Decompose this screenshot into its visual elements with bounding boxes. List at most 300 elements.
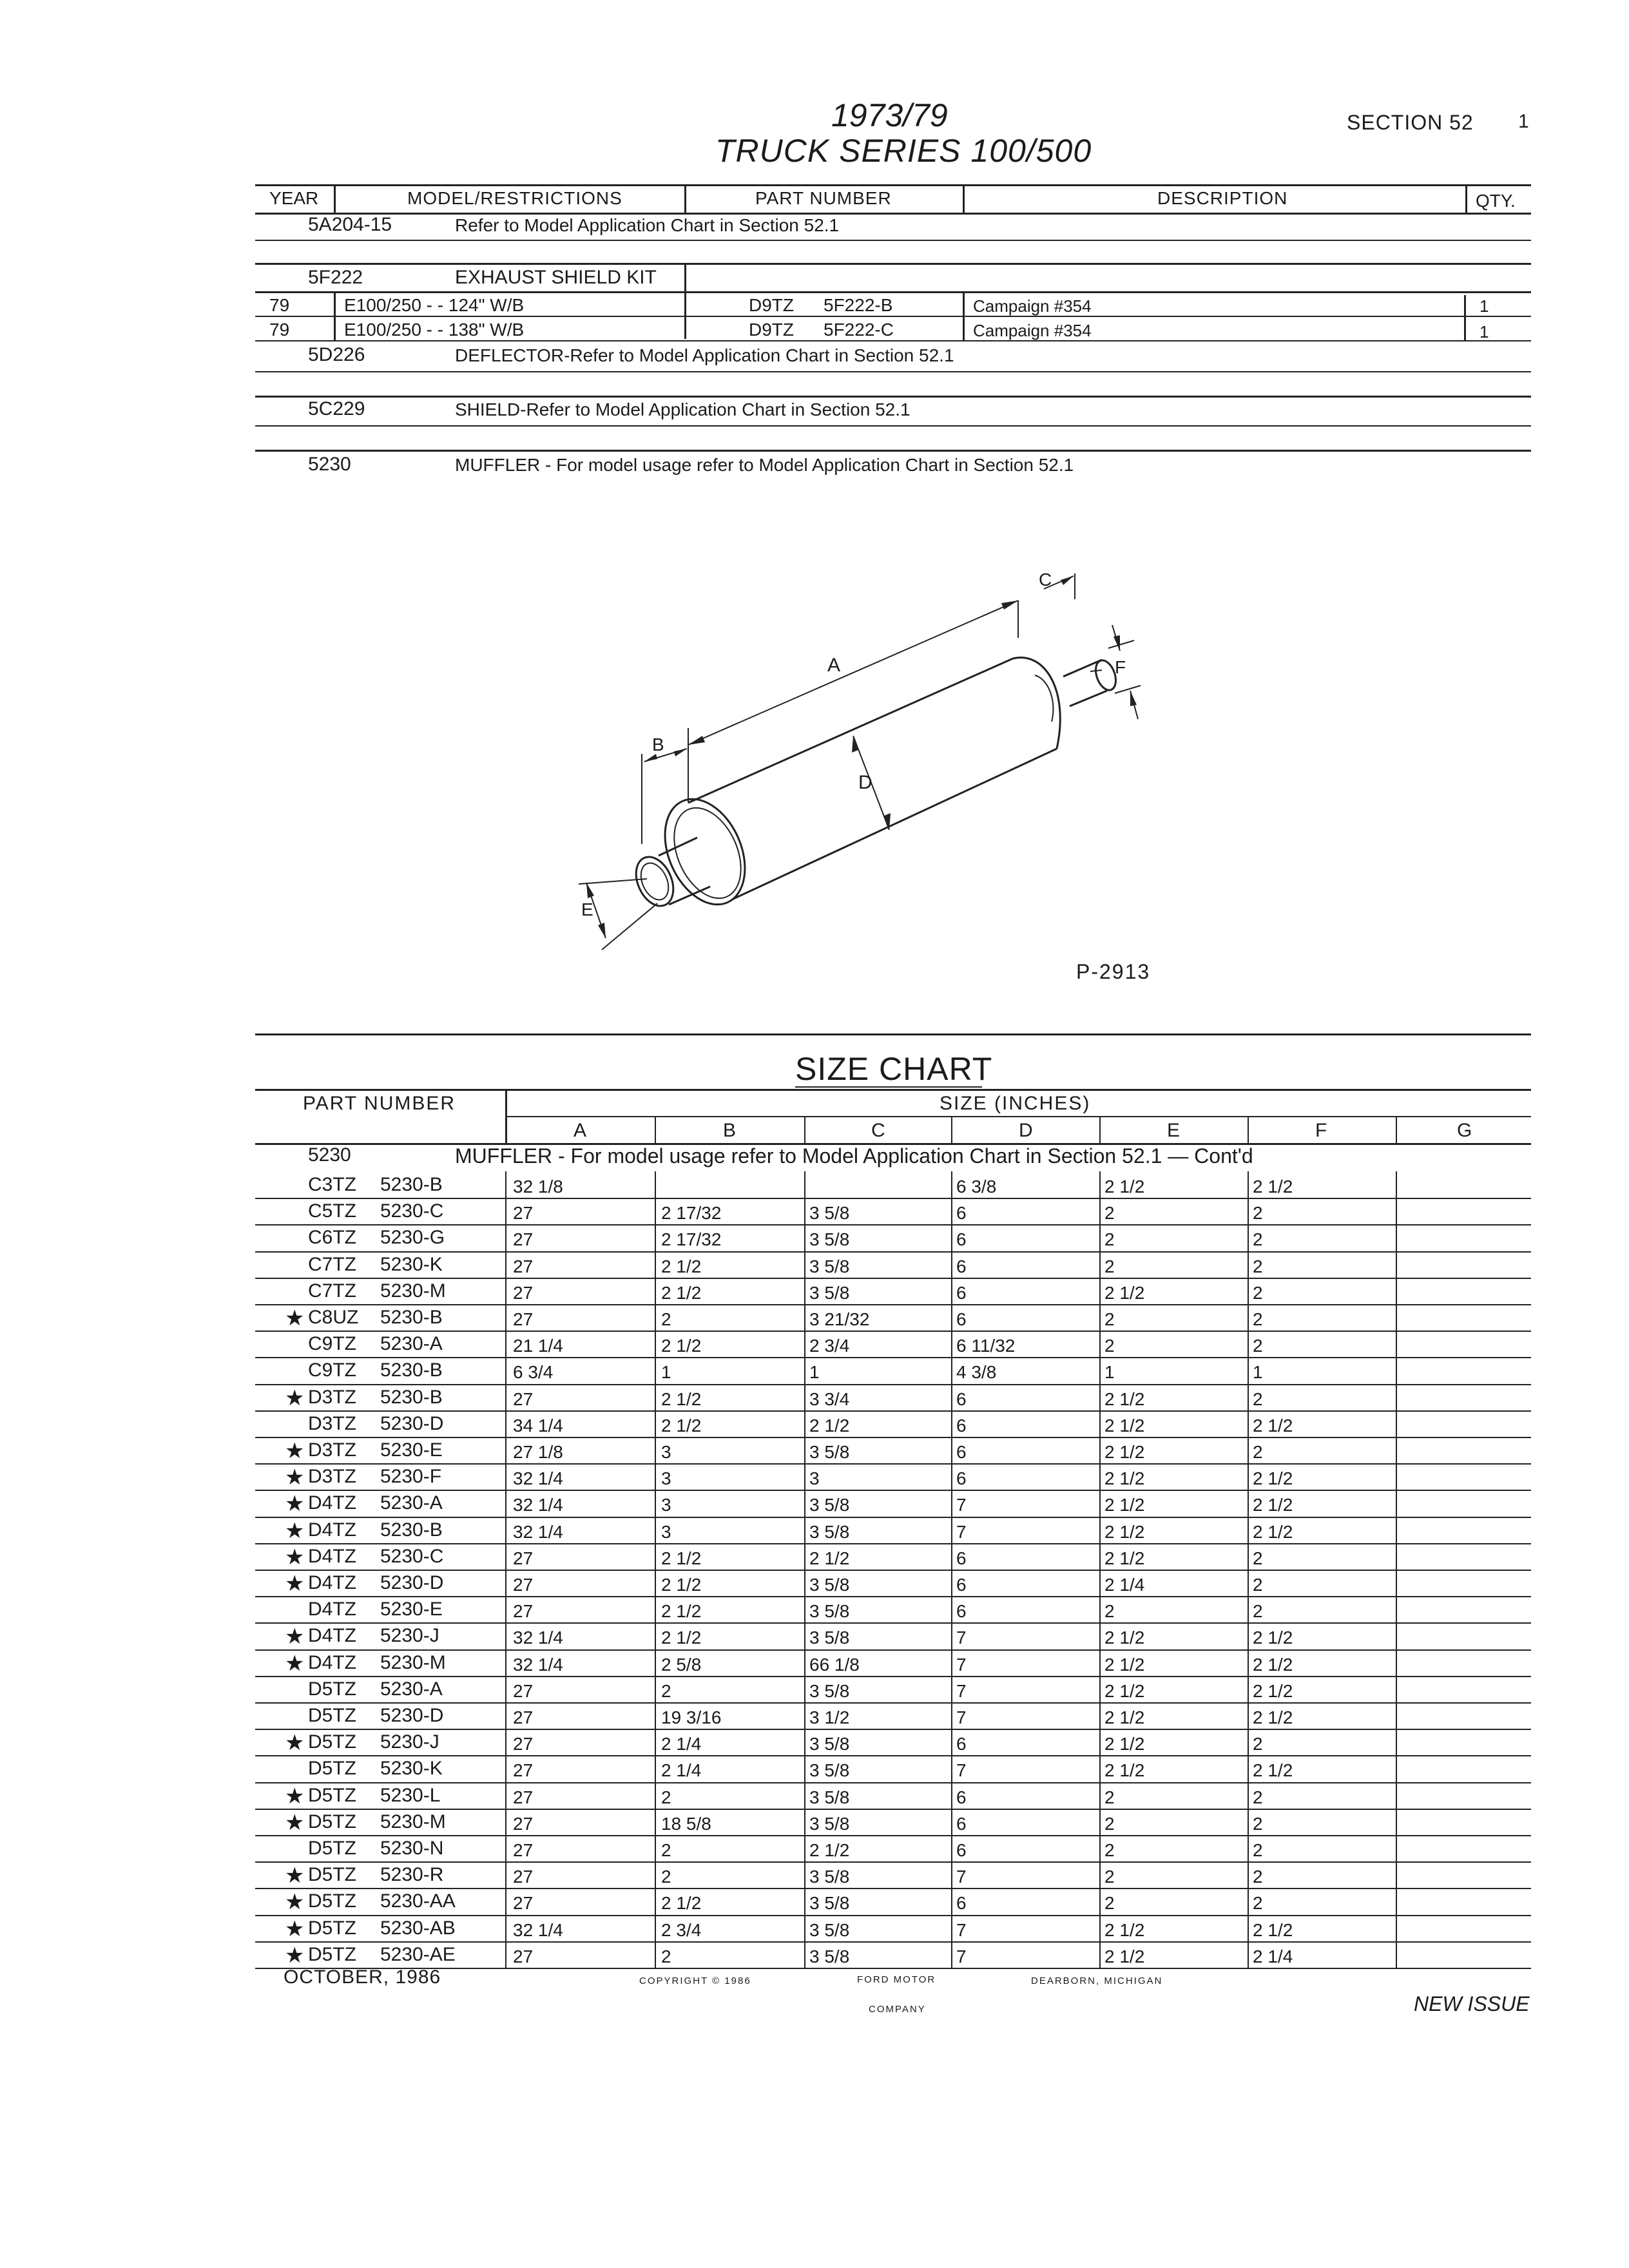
- size-col-header: G: [1457, 1120, 1472, 1141]
- col-description-header: DESCRIPTION: [1157, 188, 1288, 208]
- part-base: 5230-A: [380, 1678, 443, 1700]
- size-c-cell: 2 1/2: [809, 1548, 850, 1568]
- size-f-cell: 2: [1253, 1203, 1263, 1224]
- size-c-cell: 3 5/8: [809, 1813, 850, 1834]
- size-c-cell: 3 5/8: [809, 1867, 850, 1887]
- size-f-cell: 2 1/2: [1253, 1495, 1293, 1515]
- size-b-cell: 2: [661, 1309, 671, 1329]
- size-f-cell: 2: [1253, 1813, 1263, 1834]
- size-a-cell: 27: [513, 1840, 534, 1860]
- size-a-cell: 27: [513, 1309, 534, 1329]
- size-e-cell: 2: [1104, 1840, 1115, 1860]
- size-col-header: D: [1019, 1120, 1033, 1141]
- size-e-cell: 2 1/2: [1104, 1680, 1145, 1701]
- size-c-cell: 3 5/8: [809, 1680, 850, 1701]
- size-b-cell: 2: [661, 1680, 671, 1701]
- part-prefix: D5TZ: [308, 1784, 356, 1806]
- dim-label-c: C: [1039, 570, 1052, 590]
- size-b-cell: 2 1/2: [661, 1548, 702, 1568]
- size-e-cell: 2: [1104, 1601, 1115, 1622]
- size-b-cell: 2: [661, 1787, 671, 1807]
- col-qty-header: QTY.: [1476, 191, 1516, 211]
- size-f-cell: 2: [1253, 1229, 1263, 1250]
- size-e-cell: 2 1/2: [1104, 1548, 1145, 1568]
- footer-company-2: COMPANY: [869, 2004, 926, 2015]
- size-a-cell: 32 1/4: [513, 1495, 563, 1515]
- star-icon: ★: [285, 1518, 305, 1543]
- part-base: 5230-AA: [380, 1890, 456, 1912]
- part-prefix: D5TZ: [308, 1838, 356, 1859]
- footer-company: FORD MOTOR: [857, 1974, 936, 1985]
- footer-copyright: COPYRIGHT © 1986: [639, 1975, 751, 1986]
- part-base: 5230-J: [380, 1625, 439, 1647]
- size-d-cell: 7: [956, 1521, 967, 1542]
- header-years: 1973/79: [831, 97, 948, 133]
- size-b-cell: 2 1/2: [661, 1575, 702, 1595]
- part-prefix: D5TZ: [308, 1705, 356, 1726]
- part-prefix: D3TZ: [308, 1466, 356, 1488]
- size-b-cell: 2 1/2: [661, 1256, 702, 1276]
- size-chart-group-code: 5230: [308, 1144, 351, 1166]
- part-prefix: D4TZ: [308, 1492, 356, 1514]
- footer-city: DEARBORN, MICHIGAN: [1031, 1975, 1163, 1986]
- size-d-cell: 6: [956, 1468, 967, 1489]
- part-prefix: D5TZ: [308, 1864, 356, 1886]
- size-c-cell: 1: [809, 1362, 820, 1383]
- size-d-cell: 6: [956, 1282, 967, 1303]
- row-model: E100/250 - - 138" W/B: [344, 320, 525, 340]
- part-prefix: D3TZ: [308, 1386, 356, 1408]
- size-c-cell: 3 5/8: [809, 1893, 850, 1914]
- size-e-cell: 2 1/2: [1104, 1654, 1145, 1675]
- size-e-cell: 2 1/2: [1104, 1468, 1145, 1489]
- part-prefix: C3TZ: [308, 1174, 356, 1195]
- star-icon: ★: [285, 1810, 305, 1835]
- group-code: 5A204-15: [308, 214, 392, 235]
- col-model-header: MODEL/RESTRICTIONS: [407, 188, 622, 208]
- size-f-cell: 2: [1253, 1256, 1263, 1276]
- size-e-cell: 2 1/2: [1104, 1946, 1145, 1966]
- size-f-cell: 1: [1253, 1362, 1263, 1383]
- size-d-cell: 7: [956, 1707, 967, 1727]
- part-base: 5230-A: [380, 1492, 443, 1514]
- size-a-cell: 27 1/8: [513, 1442, 563, 1462]
- size-d-cell: 6: [956, 1787, 967, 1807]
- size-c-cell: 3 5/8: [809, 1787, 850, 1807]
- size-d-cell: 6: [956, 1229, 967, 1250]
- size-a-cell: 32 1/4: [513, 1468, 563, 1489]
- size-c-cell: 3: [809, 1468, 820, 1489]
- muffler-drawing: [528, 541, 1199, 992]
- size-c-cell: 2 1/2: [809, 1415, 850, 1436]
- row-model: E100/250 - - 124" W/B: [344, 295, 525, 315]
- part-base: 5230-E: [380, 1599, 443, 1620]
- size-d-cell: 6: [956, 1813, 967, 1834]
- size-b-cell: 2 3/4: [661, 1919, 702, 1940]
- size-c-cell: 3 5/8: [809, 1256, 850, 1276]
- part-base: 5230-D: [380, 1412, 444, 1434]
- size-c-cell: 3 1/2: [809, 1707, 850, 1727]
- size-col-header: C: [871, 1120, 885, 1141]
- group-code: 5C229: [308, 398, 365, 419]
- star-icon: ★: [285, 1439, 305, 1463]
- group-title: MUFFLER - For model usage refer to Model Application Chart in Section 52.1: [455, 455, 1074, 475]
- size-a-cell: 27: [513, 1389, 534, 1409]
- size-a-cell: 32 1/4: [513, 1628, 563, 1648]
- size-d-cell: 6: [956, 1256, 967, 1276]
- part-base: 5230-B: [380, 1386, 443, 1408]
- size-e-cell: 2: [1104, 1256, 1115, 1276]
- size-a-cell: 27: [513, 1867, 534, 1887]
- size-c-cell: 2 3/4: [809, 1336, 850, 1356]
- size-f-cell: 2: [1253, 1787, 1263, 1807]
- size-d-cell: 6 11/32: [956, 1336, 1016, 1356]
- size-b-cell: 18 5/8: [661, 1813, 711, 1834]
- size-a-cell: 27: [513, 1548, 534, 1568]
- size-d-cell: 6: [956, 1575, 967, 1595]
- star-icon: ★: [285, 1731, 305, 1756]
- size-d-cell: 6: [956, 1415, 967, 1436]
- part-prefix: D4TZ: [308, 1572, 356, 1593]
- size-f-cell: 2: [1253, 1442, 1263, 1462]
- part-prefix: C7TZ: [308, 1280, 356, 1302]
- size-col-header: F: [1315, 1120, 1327, 1141]
- size-f-cell: 2 1/2: [1253, 1415, 1293, 1436]
- size-d-cell: 6: [956, 1840, 967, 1860]
- size-a-cell: 27: [513, 1256, 534, 1276]
- size-c-cell: 66 1/8: [809, 1654, 860, 1675]
- part-prefix: C5TZ: [308, 1200, 356, 1222]
- size-b-cell: 2: [661, 1867, 671, 1887]
- size-b-cell: 1: [661, 1362, 671, 1383]
- row-qty: 1: [1480, 322, 1489, 341]
- part-prefix: D5TZ: [308, 1758, 356, 1780]
- size-b-cell: 2 1/2: [661, 1389, 702, 1409]
- size-d-cell: 6: [956, 1309, 967, 1329]
- muffler-diagram: [528, 541, 1199, 992]
- size-e-cell: 2: [1104, 1867, 1115, 1887]
- group-code: 5F222: [308, 267, 363, 288]
- part-base: 5230-AB: [380, 1917, 456, 1939]
- size-a-cell: 32 1/8: [513, 1177, 563, 1196]
- size-e-cell: 2 1/2: [1104, 1495, 1145, 1515]
- size-a-cell: 32 1/4: [513, 1654, 563, 1675]
- size-b-cell: 2 1/2: [661, 1893, 702, 1914]
- size-e-cell: 2 1/2: [1104, 1707, 1145, 1727]
- size-d-cell: 7: [956, 1867, 967, 1887]
- part-base: 5230-G: [380, 1227, 445, 1249]
- size-f-cell: 2 1/2: [1253, 1919, 1293, 1940]
- size-b-cell: 2 17/32: [661, 1229, 722, 1250]
- group-title: SHIELD-Refer to Model Application Chart in Section 52.1: [455, 399, 911, 419]
- star-icon: ★: [285, 1651, 305, 1676]
- size-b-cell: 2 5/8: [661, 1654, 702, 1675]
- size-a-cell: 27: [513, 1229, 534, 1250]
- size-d-cell: 6: [956, 1548, 967, 1568]
- size-e-cell: 2 1/2: [1104, 1177, 1145, 1196]
- dim-label-a: A: [827, 655, 841, 676]
- part-base: 5230-M: [380, 1651, 446, 1673]
- part-prefix: C9TZ: [308, 1333, 356, 1355]
- row-part-prefix: D9TZ: [749, 295, 794, 315]
- size-b-cell: 2 1/2: [661, 1601, 702, 1622]
- col-part-number-header: PART NUMBER: [755, 188, 892, 208]
- size-c-cell: 3 5/8: [809, 1734, 850, 1754]
- size-b-cell: 2 1/4: [661, 1734, 702, 1754]
- size-e-cell: 2: [1104, 1787, 1115, 1807]
- size-d-cell: 7: [956, 1680, 967, 1701]
- star-icon: ★: [285, 1624, 305, 1649]
- size-e-cell: 2: [1104, 1309, 1115, 1329]
- footer-issue: NEW ISSUE: [1414, 1992, 1530, 2015]
- part-base: 5230-K: [380, 1253, 443, 1275]
- part-prefix: D5TZ: [308, 1811, 356, 1832]
- size-b-cell: 2 17/32: [661, 1203, 722, 1224]
- size-a-cell: 34 1/4: [513, 1415, 563, 1436]
- size-f-cell: 2: [1253, 1840, 1263, 1860]
- part-base: 5230-C: [380, 1200, 444, 1222]
- size-e-cell: 2 1/2: [1104, 1282, 1145, 1303]
- size-chart-title: SIZE CHART: [795, 1051, 993, 1087]
- size-b-cell: 2 1/2: [661, 1415, 702, 1436]
- size-e-cell: 2 1/2: [1104, 1628, 1145, 1648]
- size-c-cell: 3 21/32: [809, 1309, 870, 1329]
- size-f-cell: 2 1/2: [1253, 1628, 1293, 1648]
- star-icon: ★: [285, 1943, 305, 1968]
- dim-label-b: B: [652, 735, 664, 754]
- star-icon: ★: [285, 1385, 305, 1410]
- size-f-cell: 2 1/4: [1253, 1946, 1293, 1966]
- size-c-cell: 3 5/8: [809, 1229, 850, 1250]
- size-e-cell: 2 1/2: [1104, 1442, 1145, 1462]
- star-icon: ★: [285, 1465, 305, 1490]
- size-d-cell: 7: [956, 1919, 967, 1940]
- part-base: 5230-R: [380, 1864, 444, 1886]
- part-base: 5230-AE: [380, 1943, 456, 1965]
- size-e-cell: 2 1/2: [1104, 1415, 1145, 1436]
- star-icon: ★: [285, 1306, 305, 1331]
- size-f-cell: 2 1/2: [1253, 1654, 1293, 1675]
- part-prefix: D4TZ: [308, 1651, 356, 1673]
- size-a-cell: 32 1/4: [513, 1919, 563, 1940]
- row-year: 79: [269, 320, 290, 340]
- part-base: 5230-B: [380, 1519, 443, 1541]
- size-d-cell: 6: [956, 1442, 967, 1462]
- star-icon: ★: [285, 1863, 305, 1888]
- star-icon: ★: [285, 1544, 305, 1570]
- size-c-cell: 3 5/8: [809, 1919, 850, 1940]
- size-d-cell: 6: [956, 1203, 967, 1224]
- size-c-cell: 3 5/8: [809, 1946, 850, 1966]
- size-c-cell: 3 5/8: [809, 1282, 850, 1303]
- part-prefix: C7TZ: [308, 1253, 356, 1275]
- part-prefix: D4TZ: [308, 1519, 356, 1541]
- size-a-cell: 32 1/4: [513, 1521, 563, 1542]
- size-d-cell: 7: [956, 1495, 967, 1515]
- size-c-cell: 3 5/8: [809, 1575, 850, 1595]
- part-base: 5230-C: [380, 1545, 444, 1567]
- dim-label-d: D: [858, 772, 872, 793]
- star-icon: ★: [285, 1916, 305, 1941]
- part-base: 5230-F: [380, 1466, 442, 1488]
- size-f-cell: 2: [1253, 1548, 1263, 1568]
- part-base: 5230-A: [380, 1333, 443, 1355]
- size-b-cell: 2 1/2: [661, 1628, 702, 1648]
- size-d-cell: 6: [956, 1734, 967, 1754]
- size-c-cell: 3 5/8: [809, 1203, 850, 1224]
- size-b-cell: 2: [661, 1840, 671, 1860]
- part-prefix: D5TZ: [308, 1731, 356, 1753]
- row-year: 79: [269, 295, 290, 315]
- size-e-cell: 2: [1104, 1336, 1115, 1356]
- size-f-cell: 2: [1253, 1601, 1263, 1622]
- size-b-cell: 2 1/4: [661, 1760, 702, 1781]
- size-d-cell: 7: [956, 1760, 967, 1781]
- part-prefix: D3TZ: [308, 1439, 356, 1461]
- part-prefix: D4TZ: [308, 1599, 356, 1620]
- part-prefix: D5TZ: [308, 1917, 356, 1939]
- part-base: 5230-B: [380, 1360, 443, 1381]
- dim-label-f: F: [1115, 657, 1126, 677]
- header-series: TRUCK SERIES 100/500: [715, 133, 1092, 169]
- part-base: 5230-J: [380, 1731, 439, 1753]
- part-prefix: D4TZ: [308, 1625, 356, 1647]
- part-prefix: D5TZ: [308, 1890, 356, 1912]
- size-b-cell: 2: [661, 1946, 671, 1966]
- star-icon: ★: [285, 1783, 305, 1809]
- part-base: 5230-M: [380, 1280, 446, 1302]
- size-f-cell: 2 1/2: [1253, 1468, 1293, 1489]
- size-e-cell: 2: [1104, 1893, 1115, 1914]
- size-f-cell: 2 1/2: [1253, 1760, 1293, 1781]
- size-f-cell: 2: [1253, 1389, 1263, 1409]
- size-f-cell: 2: [1253, 1893, 1263, 1914]
- part-prefix: D3TZ: [308, 1412, 356, 1434]
- size-a-cell: 27: [513, 1734, 534, 1754]
- size-e-cell: 2 1/2: [1104, 1521, 1145, 1542]
- size-a-cell: 21 1/4: [513, 1336, 563, 1356]
- group-code: 5230: [308, 454, 351, 475]
- figure-id: P-2913: [1076, 960, 1151, 983]
- size-d-cell: 4 3/8: [956, 1362, 997, 1383]
- size-e-cell: 2 1/2: [1104, 1919, 1145, 1940]
- size-f-cell: 2: [1253, 1282, 1263, 1303]
- size-a-cell: 27: [513, 1893, 534, 1914]
- size-c-cell: 3 5/8: [809, 1521, 850, 1542]
- size-d-cell: 6: [956, 1893, 967, 1914]
- part-prefix: C9TZ: [308, 1360, 356, 1381]
- part-number-header: PART NUMBER: [303, 1093, 456, 1114]
- part-base: 5230-D: [380, 1572, 444, 1593]
- size-e-cell: 2: [1104, 1813, 1115, 1834]
- size-e-cell: 2 1/2: [1104, 1760, 1145, 1781]
- size-f-cell: 2 1/2: [1253, 1680, 1293, 1701]
- row-part-prefix: D9TZ: [749, 320, 794, 340]
- size-a-cell: 27: [513, 1575, 534, 1595]
- size-col-header: A: [574, 1120, 587, 1141]
- size-e-cell: 2 1/2: [1104, 1734, 1145, 1754]
- row-description: Campaign #354: [973, 321, 1092, 340]
- size-b-cell: 3: [661, 1442, 671, 1462]
- star-icon: ★: [285, 1492, 305, 1517]
- size-f-cell: 2: [1253, 1575, 1263, 1595]
- size-a-cell: 27: [513, 1760, 534, 1781]
- part-prefix: D5TZ: [308, 1678, 356, 1700]
- part-base: 5230-M: [380, 1811, 446, 1832]
- size-a-cell: 27: [513, 1680, 534, 1701]
- part-prefix: D5TZ: [308, 1943, 356, 1965]
- row-part-base: 5F222-B: [824, 295, 893, 315]
- size-e-cell: 2: [1104, 1229, 1115, 1250]
- size-c-cell: 3 5/8: [809, 1628, 850, 1648]
- part-base: 5230-K: [380, 1758, 443, 1780]
- size-a-cell: 27: [513, 1282, 534, 1303]
- size-c-cell: 3 5/8: [809, 1442, 850, 1462]
- size-a-cell: 27: [513, 1601, 534, 1622]
- size-e-cell: 2 1/2: [1104, 1389, 1145, 1409]
- size-a-cell: 27: [513, 1707, 534, 1727]
- size-b-cell: 3: [661, 1468, 671, 1489]
- size-c-cell: 3 5/8: [809, 1495, 850, 1515]
- group-code: 5D226: [308, 344, 365, 365]
- size-d-cell: 7: [956, 1654, 967, 1675]
- col-year-header: YEAR: [269, 188, 319, 208]
- size-f-cell: 2: [1253, 1309, 1263, 1329]
- part-base: 5230-N: [380, 1838, 444, 1859]
- row-part-base: 5F222-C: [824, 320, 894, 340]
- size-c-cell: 3 5/8: [809, 1601, 850, 1622]
- group-title: EXHAUST SHIELD KIT: [455, 267, 657, 288]
- size-f-cell: 2: [1253, 1734, 1263, 1754]
- group-title: Refer to Model Application Chart in Section 52.1: [455, 215, 840, 235]
- size-header: SIZE (INCHES): [940, 1093, 1091, 1114]
- part-base: 5230-B: [380, 1174, 443, 1195]
- size-a-cell: 27: [513, 1787, 534, 1807]
- row-description: Campaign #354: [973, 296, 1092, 316]
- size-f-cell: 2 1/2: [1253, 1177, 1293, 1196]
- size-b-cell: 2 1/2: [661, 1282, 702, 1303]
- size-chart-group-title: MUFFLER - For model usage refer to Model Application Chart in Section 52.1 — Cont'd: [455, 1144, 1253, 1168]
- size-f-cell: 2: [1253, 1336, 1263, 1356]
- row-qty: 1: [1480, 296, 1489, 316]
- part-prefix: D4TZ: [308, 1545, 356, 1567]
- dim-label-e: E: [581, 899, 593, 919]
- size-col-header: B: [723, 1120, 737, 1141]
- size-d-cell: 6: [956, 1601, 967, 1622]
- size-d-cell: 7: [956, 1946, 967, 1966]
- size-b-cell: 3: [661, 1521, 671, 1542]
- size-e-cell: 1: [1104, 1362, 1115, 1383]
- group-title: DEFLECTOR-Refer to Model Application Chart in Section 52.1: [455, 345, 954, 365]
- size-b-cell: 2 1/2: [661, 1336, 702, 1356]
- size-d-cell: 6: [956, 1389, 967, 1409]
- size-d-cell: 7: [956, 1628, 967, 1648]
- size-b-cell: 19 3/16: [661, 1707, 722, 1727]
- part-base: 5230-B: [380, 1307, 443, 1328]
- star-icon: ★: [285, 1890, 305, 1915]
- part-base: 5230-L: [380, 1784, 441, 1806]
- page-number: 1: [1518, 111, 1529, 132]
- part-base: 5230-E: [380, 1439, 443, 1461]
- size-c-cell: 3 5/8: [809, 1760, 850, 1781]
- part-prefix: C6TZ: [308, 1227, 356, 1249]
- size-a-cell: 27: [513, 1946, 534, 1966]
- part-prefix: C8UZ: [308, 1307, 359, 1328]
- section-label: SECTION 52: [1347, 111, 1474, 134]
- size-d-cell: 6 3/8: [956, 1177, 997, 1196]
- size-a-cell: 27: [513, 1203, 534, 1224]
- size-f-cell: 2 1/2: [1253, 1521, 1293, 1542]
